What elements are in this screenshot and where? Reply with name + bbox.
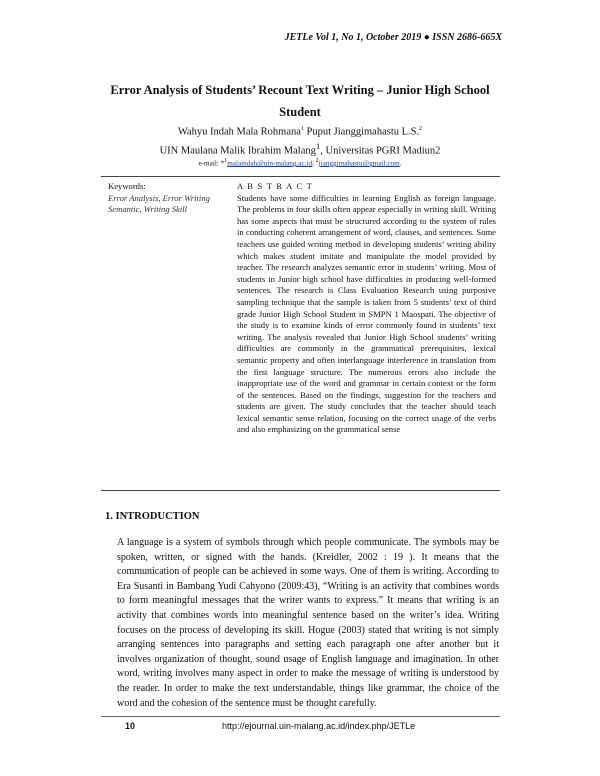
page-number: 10 bbox=[125, 721, 136, 731]
section-heading-introduction: 1. INTRODUCTION bbox=[105, 511, 200, 522]
affiliation-sup: 1 bbox=[315, 141, 321, 151]
author-1-sup: 1 bbox=[300, 126, 304, 132]
author-2: Puput Jianggimahastu L.S. bbox=[306, 126, 420, 138]
journal-header: JETLe Vol 1, No 1, October 2019 ● ISSN 2686-665X bbox=[284, 32, 502, 43]
email-1-sup: 1 bbox=[224, 158, 228, 164]
email-separator: , bbox=[312, 159, 316, 168]
email-line bbox=[100, 158, 500, 167]
abstract-text: Students have some difficulties in learning English as foreign language. The problems in four skills often appear especially in writing skill. Writing has some aspects that must be structured according to the system of rules in conducting coherent arrangement of word, clauses, and sentences. Some teachers use guided writing method in developing students’ writing ability which makes student imitate and manipulate the model provided by teacher. The research analyzes semantic error in students’ writing. Most of students in Junior high school have difficulties in producing well-formed sentences. The research is Class Evaluation Research using purposive sampling technique that the sample is taken from 5 students’ text of third grade Junior High School Student in SMPN 1 Maospati. The objective of the study is to examine kinds of error commonly found in students’ text writing. The analysis revealed that Junior High School students’ writing difficulties are commonly in the grammatical prerequisites, lexical semantic property and often interlanguage interference in translation from the first language structure. The numerous errors also include the inappropriate use of the word and grammar in certain context or the form of the sentences. Based on the findings, suggestion for the teachers and students are given. The study concludes that the teacher should teach lexical semantic sense relation, focusing on the correct usage of the verbs and also emphasizing on the grammatical sense bbox=[237, 192, 496, 435]
email-link-2[interactable]: jianggimahastu@gmail.com bbox=[318, 159, 400, 168]
affiliations bbox=[100, 141, 500, 157]
keywords-label: Keywords: bbox=[108, 181, 146, 191]
paper-title: Error Analysis of Students’ Recount Text Writing – Junior High School Student bbox=[110, 83, 490, 119]
authors-line bbox=[100, 122, 500, 140]
abstract-box bbox=[101, 176, 500, 491]
affiliation-1: UIN Maulana Malik Ibrahim Malang bbox=[159, 145, 316, 157]
keywords-column bbox=[108, 181, 230, 216]
email-link-1[interactable]: malaindah@uin-malang.ac.id bbox=[227, 159, 313, 168]
keywords-text: Error Analysis, Error Writing Semantic, Writing Skill bbox=[108, 192, 210, 215]
email-suffix: . bbox=[399, 159, 402, 168]
author-2-sup: 2 bbox=[419, 126, 423, 132]
email-prefix: e-mail: * bbox=[198, 159, 225, 168]
introduction-paragraph: A language is a system of symbols through which people communicate. The symbols may be spoken, written, or signed with the hands. (Kreidler, 2002 : 19 ). It means that the communication of people can be achieved in some ways. One of them is writing. According to Era Susanti in Bambang Yudi Cahyono (2009:43), “Writing is an activity that combines words to form meaningful messages that the writer wants to express.” It means that writing is an activity that combines words into meaningful sentence based on the writer’s idea. Writing focuses on the process of developing its skill. Hogue (2003) stated that writing is not simply arranging sentences into paragraphs and setting each paragraph one after another but it involves organization of thought, sound usage of English language and imagination. In other word, writing involves many aspect in order to make the message of writing is understood by the reader. In order to make the text understandable, things like grammar, the choice of the word and the cohesion of the sentence must be thought carefully. bbox=[117, 537, 499, 709]
abstract-heading: A B S T R A C T bbox=[237, 181, 314, 191]
footer-divider bbox=[101, 716, 500, 717]
footer-url-link[interactable]: http://ejournal.uin-malang.ac.id/index.php/JETLe bbox=[222, 721, 416, 731]
affiliation-2: , Universitas PGRI Madiun2 bbox=[320, 145, 441, 157]
abstract-column bbox=[237, 181, 496, 436]
email-2-sup: 2 bbox=[315, 158, 319, 164]
author-1: Wahyu Indah Mala Rohmana bbox=[177, 126, 301, 138]
